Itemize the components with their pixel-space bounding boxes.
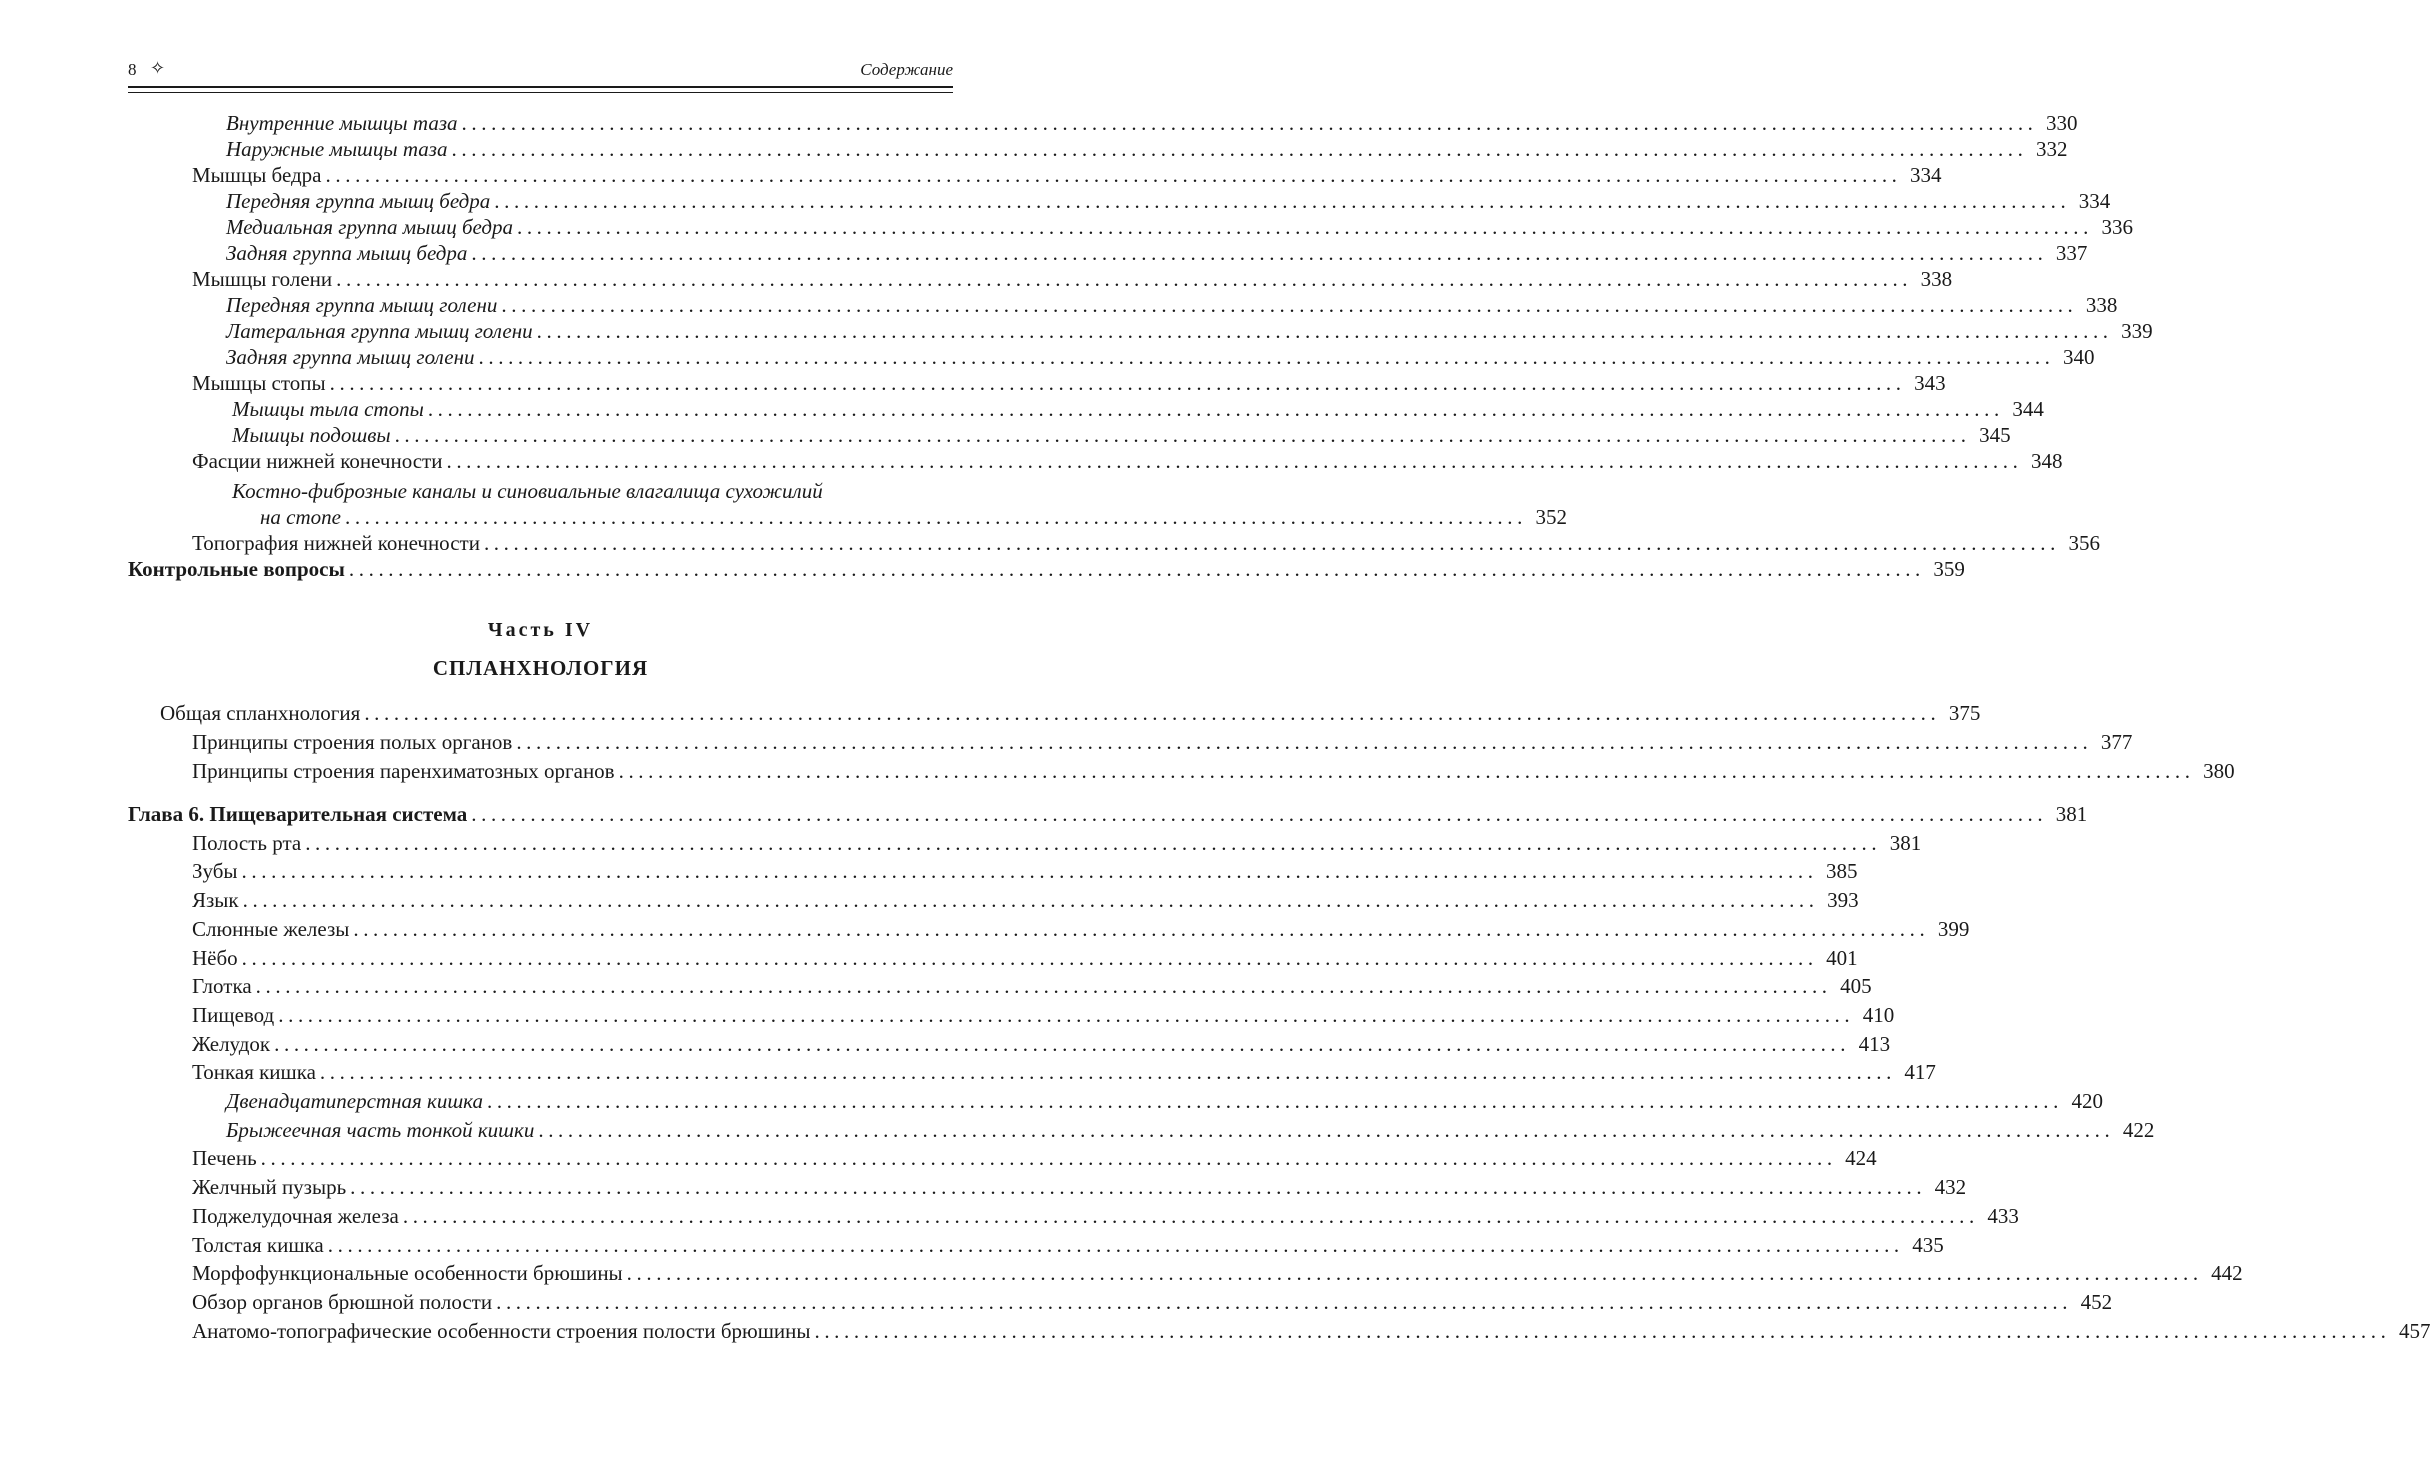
toc-entry-page: 352	[1535, 505, 1567, 529]
toc-entry-page: 432	[1934, 1175, 1967, 1200]
toc-entry-label: Поджелудочная железа	[192, 1203, 399, 1228]
leader-dots: ................................................................................................................................................................	[461, 111, 2038, 135]
toc-entry-page: 385	[1826, 859, 1858, 884]
toc-entry	[128, 1087, 2103, 1116]
toc-entry	[128, 110, 2078, 136]
toc-entry	[128, 1001, 1895, 1030]
toc-entry	[128, 857, 1858, 886]
toc-entry	[128, 344, 2095, 370]
toc-entry-page: 424	[1845, 1146, 1877, 1171]
leader-dots: ................................................................................................................................................................	[336, 267, 1913, 291]
toc-entry-label-line1: Костно-фиброзные каналы и синовиальные влагалища сухожилий	[232, 479, 823, 503]
toc-entry-label: Задняя группа мышц голени	[226, 345, 475, 369]
toc-entry	[128, 240, 2088, 266]
toc-entry-page: 348	[2030, 449, 2063, 473]
toc-entry-page: 340	[2063, 345, 2095, 369]
toc-entry	[128, 136, 2068, 162]
leader-dots: ................................................................................................................................................................	[496, 1289, 2073, 1314]
toc-entry-label: Общая спланхнология	[160, 701, 361, 725]
toc-entry-label: Зубы	[192, 859, 238, 884]
toc-entry-page: 442	[2211, 1261, 2243, 1286]
leader-dots: ................................................................................................................................................................	[516, 215, 2093, 239]
leader-dots: ................................................................................................................................................................	[538, 1117, 2115, 1142]
toc-entry-label: Глава 6. Пищеварительная система	[128, 802, 468, 826]
toc-entry-label: Внутренние мышцы таза	[226, 111, 458, 135]
toc-entry	[128, 972, 1872, 1001]
leader-dots: ................................................................................................................................................................	[241, 859, 1818, 884]
toc-entry-label: Латеральная группа мышц голени	[226, 319, 533, 343]
toc-entry-page: 359	[1933, 557, 1965, 581]
running-title: Содержание	[860, 60, 953, 79]
leader-dots: ........................................................................................................................	[344, 505, 1527, 529]
toc-entry-label: Фасции нижней конечности	[192, 449, 443, 473]
toc-entry	[128, 448, 2063, 474]
toc-entry-label: Желудок	[192, 1031, 271, 1056]
leader-dots: ................................................................................................................................................................	[394, 423, 1971, 447]
toc-entry	[128, 214, 2133, 240]
toc-entry	[128, 292, 2118, 318]
leader-dots: ................................................................................................................................................................	[626, 1261, 2203, 1286]
toc-entry-label: Полость рта	[192, 830, 302, 855]
toc-entry-label: Тонкая кишка	[192, 1060, 316, 1085]
toc-entry-page: 332	[2036, 137, 2068, 161]
toc-entry-label: Мышцы бедра	[192, 163, 322, 187]
toc-entry	[128, 1317, 2430, 1346]
toc-entry-label: Глотка	[192, 974, 252, 999]
leader-dots: ................................................................................................................................................................	[325, 163, 1902, 187]
toc-entry	[128, 915, 1970, 944]
toc-entry-page: 345	[1979, 423, 2011, 447]
toc-entry-label: на стопе	[260, 505, 341, 529]
leader-dots: ................................................................................................................................................................	[486, 1089, 2063, 1114]
toc-entry-page: 417	[1904, 1060, 1936, 1085]
toc-entry-page: 344	[2012, 397, 2044, 421]
leader-dots: ................................................................................................................................................................	[427, 397, 2004, 421]
toc-entry-page: 330	[2046, 111, 2078, 135]
leader-dots: ................................................................................................................................................................	[255, 974, 1832, 999]
toc-entry-label: Язык	[192, 888, 239, 913]
leader-dots: ................................................................................................................................................................	[516, 730, 2093, 754]
leader-dots: ................................................................................................................................................................	[618, 759, 2195, 783]
toc-entry-page: 338	[1920, 267, 1953, 291]
toc-entry-page: 405	[1840, 974, 1872, 999]
leader-dots: ................................................................................................................................................................	[501, 293, 2078, 317]
toc-entry-label: Передняя группа мышц голени	[226, 293, 498, 317]
toc-entry	[128, 188, 2111, 214]
leader-dots: ................................................................................................................................................................	[471, 241, 2048, 265]
toc-entry	[128, 944, 1858, 973]
leader-dots: ................................................................................................................................................................	[350, 1175, 1927, 1200]
toc-entry-label: Контрольные вопросы	[128, 557, 345, 581]
toc-entry-label: Морфофункциональные особенности брюшины	[192, 1261, 623, 1286]
toc-entry	[128, 757, 2235, 786]
page-number: 8	[128, 60, 137, 79]
toc-entry-label: Наружные мышцы таза	[226, 137, 448, 161]
toc-entry-label: Анатомо-топографические особенности строения полости брюшины	[192, 1318, 811, 1343]
toc-entry-page: 343	[1914, 371, 1946, 395]
leader-dots: ................................................................................................................................................................	[536, 319, 2113, 343]
toc-multiline-entry	[128, 478, 1567, 530]
toc-entry	[128, 504, 1567, 530]
toc-entry	[128, 1202, 2019, 1231]
toc-block-chapter	[128, 800, 2430, 1345]
toc-entry-label: Пищевод	[192, 1002, 275, 1027]
toc-entry	[128, 396, 2044, 422]
toc-entry	[128, 699, 1981, 728]
toc-entry-page: 452	[2080, 1289, 2113, 1314]
toc-entry	[128, 1116, 2155, 1145]
toc-entry-label: Печень	[192, 1146, 257, 1171]
toc-entry	[128, 1144, 1877, 1173]
toc-entry	[128, 800, 2088, 829]
toc-entry-page: 339	[2121, 319, 2153, 343]
leader-dots: ................................................................................................................................................................	[327, 1232, 1904, 1257]
leader-dots: ................................................................................................................................................................	[305, 830, 1882, 855]
toc-entry-page: 422	[2122, 1117, 2155, 1142]
leader-dots: ................................................................................................................................................................	[353, 916, 1930, 941]
leader-dots: ................................................................................................................................................................	[241, 945, 1818, 970]
toc-entry-page: 420	[2071, 1089, 2103, 1114]
leader-dots: ................................................................................................................................................................	[364, 701, 1941, 725]
toc-entry	[128, 422, 2011, 448]
toc-entry	[128, 1173, 1967, 1202]
leader-dots: ................................................................................................................................................................	[494, 189, 2071, 213]
toc-entry-label: Мышцы подошвы	[232, 423, 391, 447]
toc-entry	[128, 886, 1859, 915]
leader-dots: ................................................................................................................................................................	[274, 1031, 1851, 1056]
running-header	[128, 58, 953, 84]
toc-entry	[128, 162, 1942, 188]
leader-dots: ................................................................................................................................................................	[451, 137, 2028, 161]
leader-dots: ................................................................................................................................................................	[242, 888, 1819, 913]
toc-entry-page: 399	[1937, 916, 1970, 941]
toc-entry-label: Мышцы тыла стопы	[232, 397, 424, 421]
toc-entry-page: 435	[1912, 1232, 1944, 1257]
toc-entry-label: Медиальная группа мышц бедра	[226, 215, 513, 239]
toc-entry	[128, 266, 1953, 292]
part-title: Часть IV	[487, 619, 594, 641]
leader-dots: ................................................................................................................................................................	[478, 345, 2055, 369]
toc-entry-page: 356	[2068, 531, 2100, 555]
toc-entry-page: 433	[1987, 1203, 2019, 1228]
toc-entry	[128, 1259, 2243, 1288]
toc-entry	[128, 530, 2100, 556]
toc-entry	[128, 370, 1946, 396]
toc-entry-label: Задняя группа мышц бедра	[226, 241, 468, 265]
header-rule-thick	[128, 86, 953, 88]
toc-entry-label: Принципы строения полых органов	[192, 730, 513, 754]
leader-dots: ................................................................................................................................................................	[483, 531, 2060, 555]
toc-entry-page: 336	[2101, 215, 2133, 239]
toc-entry-label: Слюнные железы	[192, 916, 350, 941]
toc-entry-page: 334	[2078, 189, 2111, 213]
toc-entry-page: 338	[2085, 293, 2118, 317]
toc-entry-page: 393	[1827, 888, 1859, 913]
leader-dots: ................................................................................................................................................................	[348, 557, 1925, 581]
toc-entry-page: 381	[2055, 802, 2088, 826]
toc-entry-label: Брыжеечная часть тонкой кишки	[226, 1117, 535, 1142]
toc-entry	[128, 1288, 2113, 1317]
section-title: СПЛАНХНОЛОГИЯ	[432, 656, 649, 680]
star-ornament-icon: ✧	[150, 58, 166, 78]
toc-entry	[128, 1231, 1944, 1260]
leader-dots: ................................................................................................................................................................	[402, 1203, 1979, 1228]
toc-entry-page: 457	[2398, 1318, 2430, 1343]
toc-entry	[128, 318, 2153, 344]
toc-entry	[128, 728, 2133, 757]
toc-entry-page: 377	[2100, 730, 2133, 754]
toc-entry-page: 380	[2203, 759, 2235, 783]
toc-entry	[128, 829, 1922, 858]
toc-entry-label: Топография нижней конечности	[192, 531, 480, 555]
toc-entry-label: Мышцы стопы	[192, 371, 326, 395]
toc-block-general	[128, 699, 2235, 786]
toc-entry-page: 410	[1862, 1002, 1895, 1027]
toc-entry-page: 375	[1948, 701, 1981, 725]
toc-entry	[128, 556, 1965, 582]
toc-entry-label: Толстая кишка	[192, 1232, 324, 1257]
toc-entry-page: 381	[1889, 830, 1922, 855]
header-rule-thin	[128, 92, 953, 93]
toc-block-top-end	[128, 530, 2100, 582]
toc-entry-label: Двенадцатиперстная кишка	[226, 1089, 483, 1114]
toc-entry	[128, 1030, 1891, 1059]
leader-dots: ................................................................................................................................................................	[446, 449, 2023, 473]
toc-entry-label: Передняя группа мышц бедра	[226, 189, 491, 213]
toc-entry-page: 334	[1910, 163, 1942, 187]
toc-entry-label: Мышцы голени	[192, 267, 333, 291]
toc-entry-page: 337	[2055, 241, 2088, 265]
toc-block-top	[128, 110, 2153, 474]
leader-dots: ................................................................................................................................................................	[471, 802, 2048, 826]
toc-entry-label: Обзор органов брюшной полости	[192, 1289, 493, 1314]
leader-dots: ................................................................................................................................................................	[814, 1318, 2391, 1343]
toc-entry-label: Желчный пузырь	[192, 1175, 347, 1200]
leader-dots: ................................................................................................................................................................	[329, 371, 1906, 395]
toc-entry-label: Принципы строения паренхиматозных органов	[192, 759, 615, 783]
toc-entry-page: 401	[1826, 945, 1858, 970]
toc-entry	[128, 1058, 1936, 1087]
toc-entry-page: 413	[1858, 1031, 1891, 1056]
leader-dots: ................................................................................................................................................................	[260, 1146, 1837, 1171]
leader-dots: ................................................................................................................................................................	[319, 1060, 1896, 1085]
leader-dots: ................................................................................................................................................................	[278, 1002, 1855, 1027]
toc-entry-label: Нёбо	[192, 945, 238, 970]
